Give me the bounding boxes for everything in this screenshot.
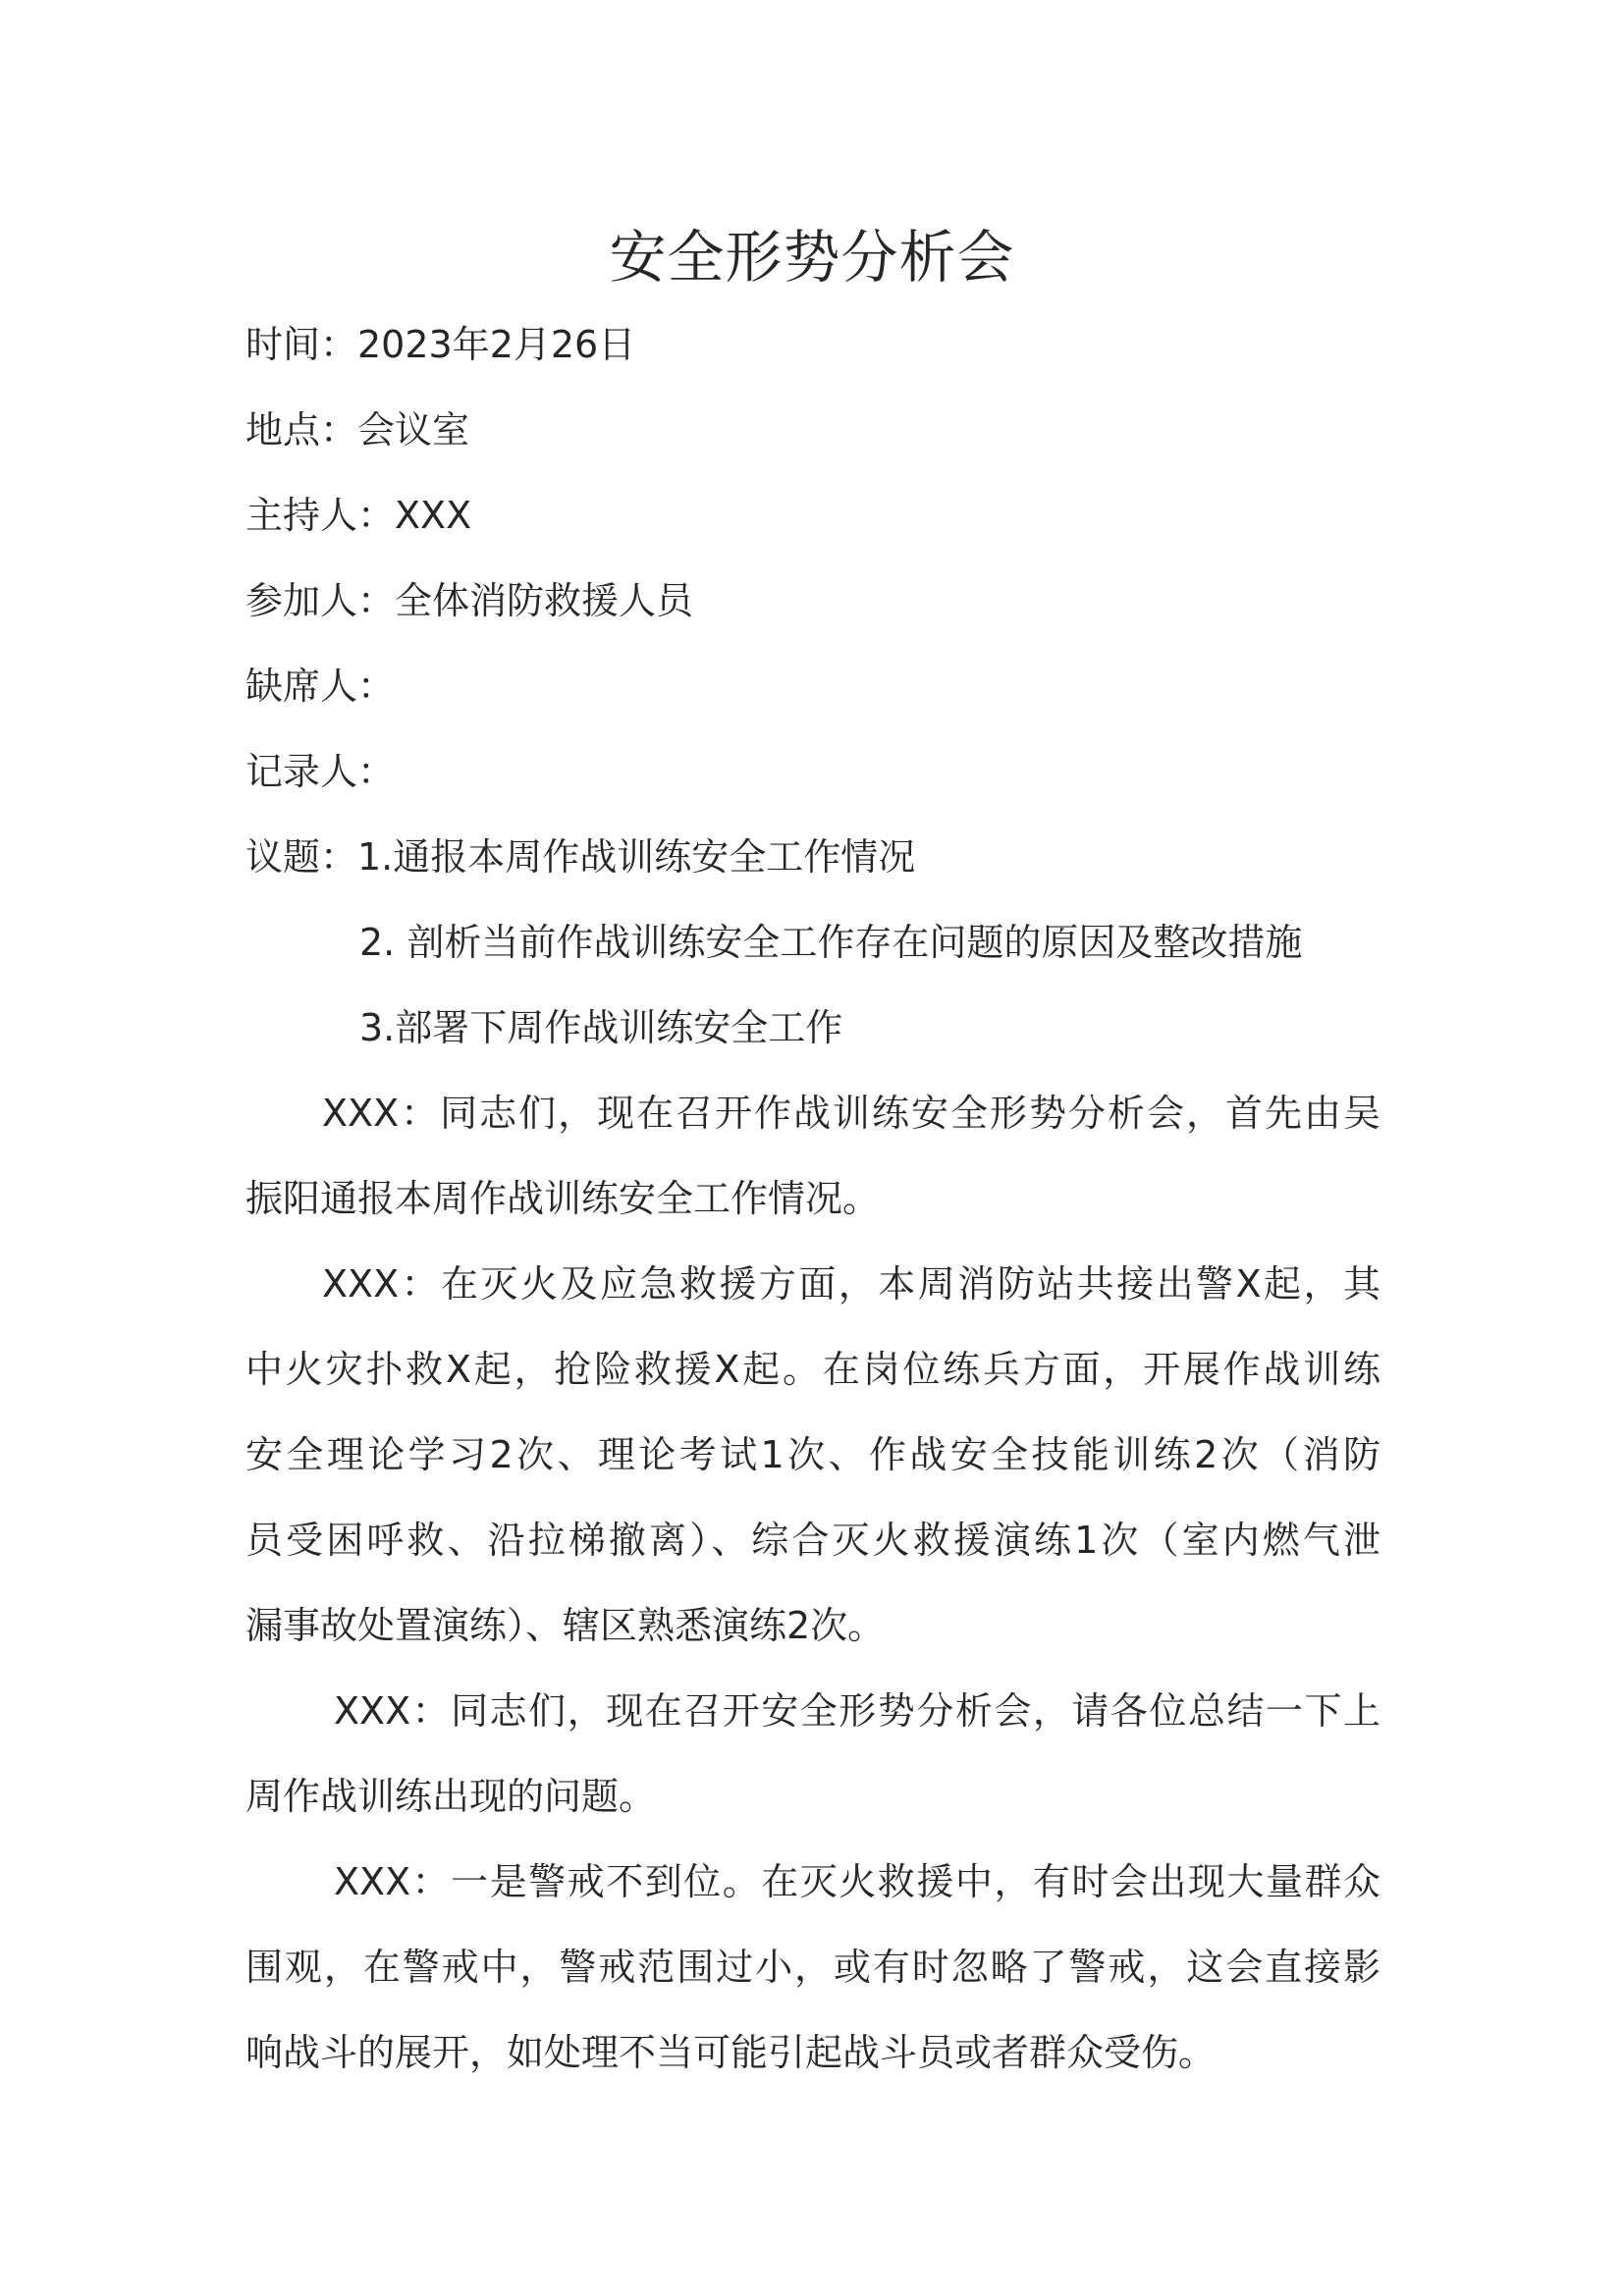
paragraph-4-line-3: 响战斗的展开，如处理不当可能引起战斗员或者群众受伤。 — [245, 2031, 1217, 2074]
paragraph-2-line-5: 漏事故处置演练）、辖区熟悉演练2次。 — [245, 1604, 886, 1647]
document-title: 安全形势分析会 — [609, 224, 1015, 291]
agenda-item-1: 议题：1.通报本周作战训练安全工作情况 — [245, 835, 916, 879]
meeting-attendees: 参加人：全体消防救援人员 — [245, 579, 694, 622]
meeting-absent: 缺席人： — [245, 665, 396, 708]
agenda-item-2: 2. 剖析当前作战训练安全工作存在问题的原因及整改措施 — [359, 921, 1303, 964]
paragraph-4-line-1: XXX：一是警戒不到位。在灭火救援中，有时会出现大量群众 — [334, 1860, 1380, 1903]
meeting-time: 时间：2023年2月26日 — [245, 323, 636, 366]
paragraph-1-line-1: XXX：同志们，现在召开作战训练安全形势分析会，首先由吴 — [322, 1092, 1380, 1135]
meeting-host: 主持人：XXX — [245, 494, 472, 537]
paragraph-1-line-2: 振阳通报本周作战训练安全工作情况。 — [245, 1177, 881, 1220]
paragraph-2-line-4: 员受困呼救、沿拉梯撤离）、综合灭火救援演练1次（室内燃气泄 — [245, 1519, 1380, 1562]
paragraph-2-line-2: 中火灾扑救X起，抢险救援X起。在岗位练兵方面，开展作战训练 — [245, 1348, 1380, 1391]
paragraph-2-line-3: 安全理论学习2次、理论考试1次、作战安全技能训练2次（消防 — [245, 1433, 1380, 1476]
paragraph-4-line-2: 围观，在警戒中，警戒范围过小，或有时忽略了警戒，这会直接影 — [245, 1946, 1380, 1989]
agenda-item-3: 3.部署下周作战训练安全工作 — [359, 1006, 843, 1049]
paragraph-3-line-1: XXX：同志们，现在召开安全形势分析会，请各位总结一下上 — [334, 1689, 1380, 1733]
meeting-place: 地点：会议室 — [245, 408, 470, 452]
paragraph-2-line-1: XXX：在灭火及应急救援方面，本周消防站共接出警X起，其 — [322, 1262, 1380, 1306]
paragraph-3-line-2: 周作战训练出现的问题。 — [245, 1775, 657, 1818]
meeting-recorder: 记录人： — [245, 750, 396, 793]
